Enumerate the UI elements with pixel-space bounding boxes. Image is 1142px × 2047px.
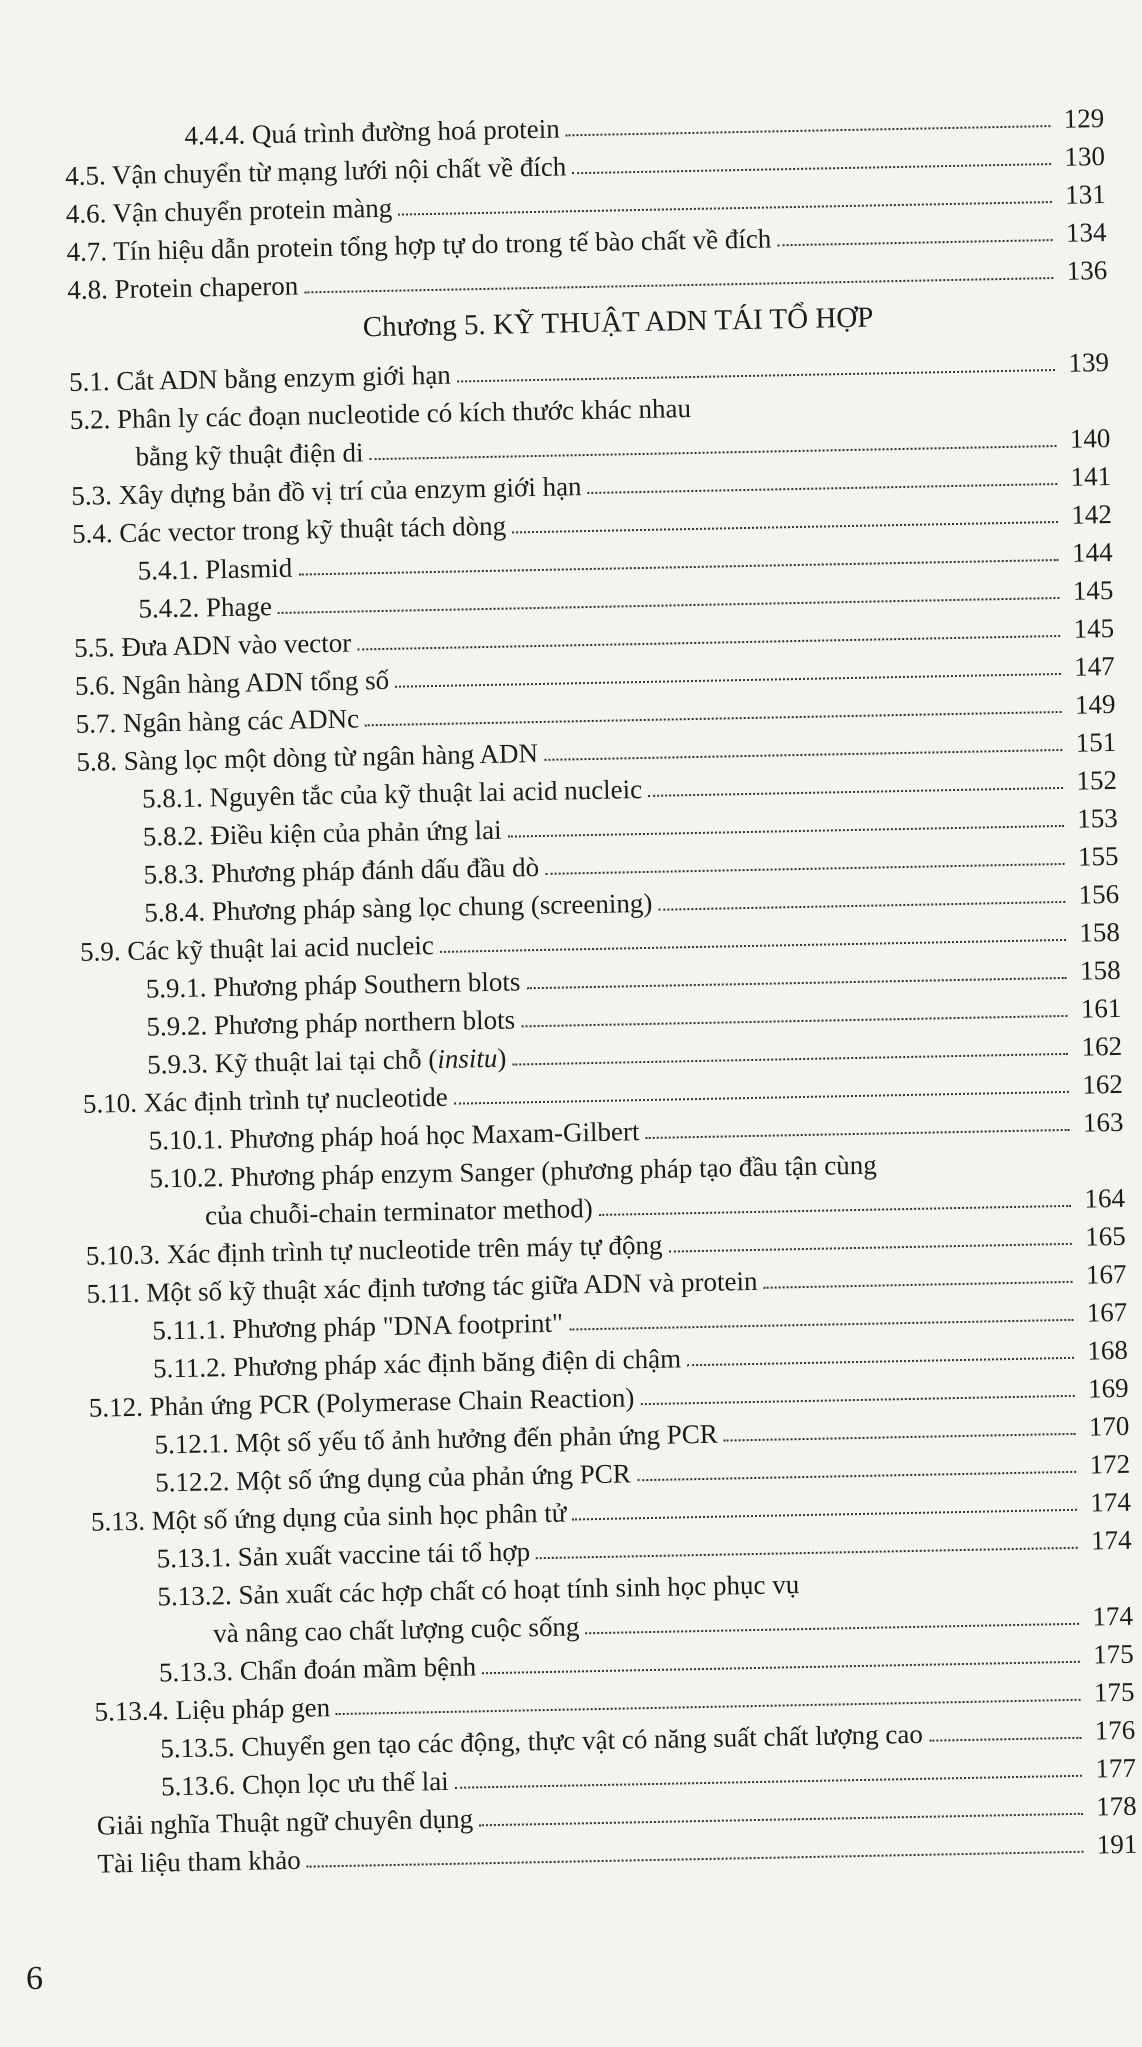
dot-leader	[526, 977, 1066, 989]
toc-entry-page: 169	[1087, 1372, 1129, 1404]
toc-entry-label: 5.9.2. Phương pháp northern blots	[146, 1004, 516, 1042]
toc-entry-page: 168	[1087, 1334, 1129, 1366]
toc-entry-label: 5.4.1. Plasmid	[137, 552, 293, 586]
toc-entry-page: 151	[1075, 726, 1117, 758]
toc-entry-label: 5.2. Phân ly các đoạn nucleotide có kích thước khác nhau	[69, 392, 692, 435]
dot-leader	[669, 1243, 1072, 1253]
toc-entry-page: 162	[1081, 1068, 1124, 1100]
toc-entry-page: 134	[1065, 216, 1107, 248]
toc-entry-label: 5.8.4. Phương pháp sàng lọc chung (screening)	[144, 887, 653, 928]
dot-leader	[545, 863, 1064, 875]
toc-entry-label: 5.9.3. Kỹ thuật lai tại chỗ (insitu)	[146, 1042, 507, 1080]
toc-entry-label: 4.6. Vận chuyển protein màng	[65, 192, 393, 229]
toc-entry-label: 5.1. Cắt ADN bằng enzym giới hạn	[68, 359, 452, 397]
toc-entry-label: 5.10.2. Phương pháp enzym Sanger (phương pháp tạo đầu tận cùng	[149, 1149, 877, 1194]
dot-leader	[573, 1509, 1077, 1521]
toc-entry-label: 5.13.3. Chẩn đoán mầm bệnh	[158, 1650, 477, 1688]
toc-entry-page: 163	[1082, 1106, 1124, 1138]
toc-entry-label: 5.9. Các kỹ thuật lai acid nucleic	[79, 929, 435, 967]
toc-entry-page: 140	[1069, 422, 1111, 454]
toc-entry-label: 5.10. Xác định trình tự nucleotide	[82, 1081, 448, 1119]
dot-leader	[929, 1737, 1081, 1742]
toc-entry-page: 170	[1088, 1410, 1130, 1442]
toc-entry-label: 5.4.2. Phage	[138, 590, 273, 624]
toc-entry-label: 5.11. Một số kỹ thuật xác định tương tác giữa ADN và protein	[86, 1265, 758, 1309]
toc-entry-page: 162	[1081, 1030, 1123, 1062]
toc-entry-page: 175	[1093, 1676, 1135, 1708]
toc-entry-page: 174	[1090, 1524, 1132, 1556]
chapter-title: Chương 5. KỸ THUẬT ADN TÁI TỔ HỢP	[362, 301, 874, 344]
dot-leader	[588, 483, 1058, 494]
toc-entry-page: 174	[1090, 1486, 1132, 1518]
toc-entry-page: 167	[1086, 1296, 1128, 1328]
toc-entry-label: 5.5. Đưa ADN vào vector	[73, 627, 352, 663]
toc-entry-label: 5.7. Ngân hàng các ADNc	[75, 703, 360, 739]
toc-entry-page: 145	[1072, 574, 1114, 606]
dot-leader	[640, 1395, 1074, 1405]
toc-entry-label: 5.6. Ngân hàng ADN tổng số	[74, 664, 390, 701]
toc-entry-label: 5.11.1. Phương pháp "DNA footprint"	[152, 1307, 564, 1346]
toc-entry-page: 139	[1068, 346, 1110, 378]
dot-leader	[658, 901, 1065, 911]
toc-entry-label: 5.12.1. Một số yếu tố ảnh hưởng đến phản ứng PCR	[154, 1418, 718, 1460]
dot-leader	[307, 1851, 1084, 1868]
toc-entry-label: 5.8. Sàng lọc một dòng từ ngân hàng ADN	[76, 737, 539, 777]
toc-entry-label: 5.8.1. Nguyên tắc của kỹ thuật lai acid nucleic	[141, 773, 643, 814]
toc-entry-page: 178	[1095, 1790, 1137, 1822]
toc-entry-label: 5.13.1. Sản xuất vaccine tái tổ hợp	[156, 1535, 531, 1574]
toc-entry-label: của chuỗi-chain terminator method)	[204, 1192, 593, 1231]
toc-entry-page: 172	[1089, 1448, 1131, 1480]
toc-entry-label: 5.8.3. Phương pháp đánh dấu đầu dò	[143, 851, 540, 890]
toc-entry-page: 167	[1085, 1258, 1127, 1290]
toc-entry-page: 158	[1079, 954, 1121, 986]
toc-entry-label: 5.4. Các vector trong kỹ thuật tách dòng	[71, 510, 507, 549]
dot-leader	[637, 1471, 1076, 1481]
toc-entry-label: 5.10.3. Xác định trình tự nucleotide trên máy tự động	[85, 1229, 663, 1271]
toc-entry-label: 5.8.2. Điều kiện của phản ứng lai	[142, 814, 502, 852]
toc-entry-label: Giải nghĩa Thuật ngữ chuyên dụng	[96, 1803, 474, 1841]
table-of-contents	[64, 96, 1138, 1880]
toc-entry-page: 145	[1073, 612, 1115, 644]
toc-entry-page: 164	[1084, 1182, 1126, 1214]
toc-entry-label: 5.12. Phản ứng PCR (Polymerase Chain Reaction)	[88, 1381, 635, 1423]
page-number: 6	[26, 1960, 43, 1997]
toc-entry-label: 5.13.6. Chọn lọc ưu thế lai	[160, 1765, 449, 1802]
dot-leader	[586, 1623, 1080, 1634]
toc-entry-label: 4.5. Vận chuyển từ mạng lưới nội chất về đích	[64, 150, 567, 191]
toc-entry-page: 174	[1092, 1600, 1134, 1632]
toc-entry-page: 149	[1074, 688, 1116, 720]
toc-entry-label: 5.13. Một số ứng dụng của sinh học phân tử	[90, 1497, 567, 1537]
toc-entry-page: 130	[1064, 140, 1106, 172]
toc-entry-label: bằng kỹ thuật điện di	[135, 436, 364, 472]
dot-leader	[764, 1281, 1073, 1289]
toc-entry-page: 175	[1092, 1638, 1134, 1670]
toc-entry-page: 155	[1077, 840, 1119, 872]
toc-entry-page: 191	[1096, 1828, 1138, 1860]
dot-leader	[572, 163, 1051, 174]
toc-entry-page: 156	[1078, 878, 1120, 910]
dot-leader	[648, 787, 1063, 797]
toc-entry-label: 4.4.4. Quá trình đường hoá protein	[184, 113, 560, 151]
toc-entry-label: 4.8. Protein chaperon	[67, 270, 299, 305]
toc-entry-label: và nâng cao chất lượng cuộc sống	[212, 1610, 580, 1649]
toc-entry-label: Tài liệu tham khảo	[97, 1844, 301, 1879]
toc-entry-page: 152	[1076, 764, 1118, 796]
toc-entry-label: 5.13.5. Chuyển gen tạo các động, thực vật có năng suất chất lượng cao	[160, 1718, 924, 1764]
toc-entry-page: 131	[1064, 178, 1106, 210]
toc-entry-page: 144	[1071, 536, 1113, 568]
toc-entry-label: 5.10.1. Phương pháp hoá học Maxam-Gilbert	[148, 1115, 640, 1156]
toc-entry-label: 5.13.4. Liệu pháp gen	[94, 1691, 331, 1727]
toc-main-section	[69, 340, 1138, 1880]
toc-entry-page: 158	[1079, 916, 1121, 948]
dot-leader	[544, 749, 1062, 761]
toc-entry-label: 5.13.2. Sản xuất các hợp chất có hoạt tính sinh học phục vụ	[157, 1568, 800, 1612]
toc-entry-label: 5.3. Xây dựng bản đồ vị trí của enzym giới hạn	[70, 470, 582, 511]
toc-entry-label: 4.7. Tín hiệu dẫn protein tổng hợp tự do trong tế bào chất về đích	[66, 223, 772, 267]
toc-entry-label: 5.11.2. Phương pháp xác định băng điện di chậm	[152, 1342, 682, 1384]
dot-leader	[569, 1319, 1073, 1331]
toc-entry-page: 136	[1066, 254, 1108, 286]
toc-entry-page: 153	[1076, 802, 1118, 834]
toc-entry-label: 5.9.1. Phương pháp Southern blots	[145, 966, 521, 1004]
toc-entry-page: 142	[1071, 498, 1113, 530]
dot-leader	[687, 1357, 1074, 1366]
toc-entry-label: 5.12.2. Một số ứng dụng của phản ứng PCR	[154, 1457, 631, 1498]
toc-entry-page: 129	[1063, 102, 1105, 134]
toc-entry-page: 165	[1084, 1220, 1126, 1252]
toc-entry-page: 177	[1095, 1752, 1137, 1784]
dot-leader	[646, 1129, 1070, 1139]
dot-leader	[566, 125, 1051, 136]
toc-top-section	[64, 96, 1107, 306]
toc-entry-page: 141	[1070, 460, 1112, 492]
dot-leader	[536, 1547, 1077, 1559]
toc-entry-page: 176	[1094, 1714, 1136, 1746]
dot-leader	[777, 239, 1052, 246]
dot-leader	[599, 1205, 1071, 1216]
dot-leader	[724, 1433, 1076, 1442]
toc-entry-page: 147	[1073, 650, 1116, 682]
toc-entry-page: 161	[1080, 992, 1122, 1024]
